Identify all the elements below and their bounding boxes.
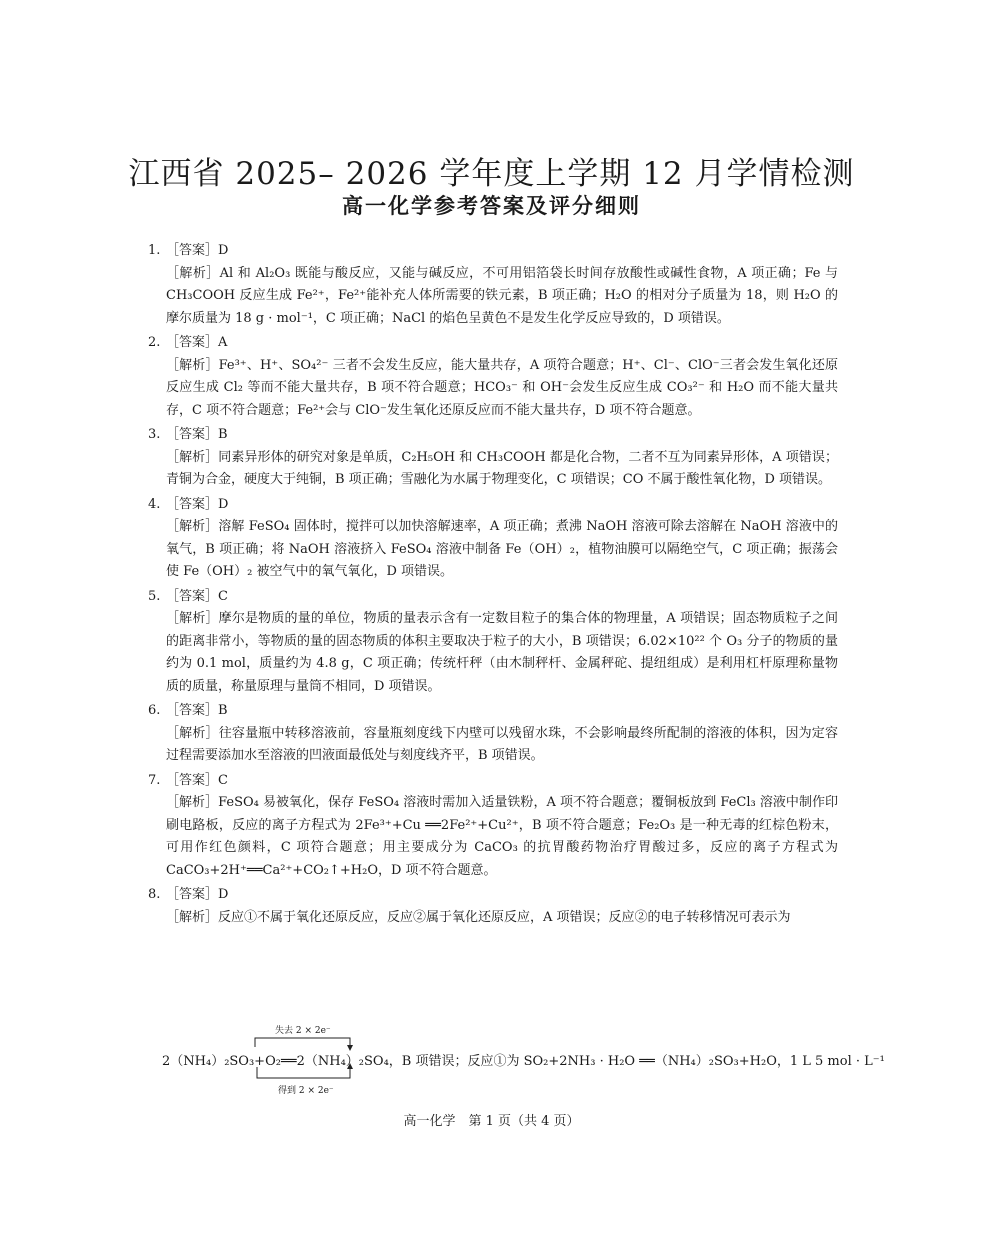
gain-electron-label: 得到 2 × 2e⁻ <box>278 1086 334 1096</box>
question-number: 5. <box>148 588 161 604</box>
answer-text: ［答案］B <box>166 703 228 718</box>
question-item <box>148 494 838 584</box>
question-item <box>148 240 838 330</box>
electron-transfer-diagram <box>160 1020 885 1100</box>
explanation-text: ［解析］往容量瓶中转移溶液前，容量瓶刻度线下内壁可以残留水珠，不会影响最终所配制的溶液的体积，因为定容过程需要添加水至溶液的凹液面最低处与刻度线齐平，B 项错误。 <box>166 725 838 763</box>
explanation-text: ［解析］Al 和 Al₂O₃ 既能与酸反应，又能与碱反应，不可用铝箔袋长时间存放酸性或碱性食物，A 项正确；Fe 与 CH₃COOH 反应生成 Fe²⁺，Fe²⁺能补充人体所需要的铁元素，B 项正确；H₂O 的相对分子质量为 18，则 H₂O 的摩尔质量为 18 g · mol⁻¹，C 项正确；NaCl 的焰色呈黄色不是发生化学反应导致的，D 项错误。 <box>166 265 838 326</box>
lose-electron-bracket <box>255 1038 350 1047</box>
question-number: 3. <box>148 427 161 442</box>
question-item <box>148 700 838 768</box>
question-item <box>148 586 838 699</box>
question-number: 8. <box>148 887 161 902</box>
page-title: 江西省 2025– 2026 学年度上学期 12 月学情检测 <box>128 156 855 192</box>
question-number: 2. <box>148 335 161 350</box>
page-subtitle: 高一化学参考答案及评分细则 <box>342 194 641 218</box>
answer-line <box>148 332 838 355</box>
answer-line <box>148 884 838 907</box>
explanation-text: ［解析］摩尔是物质的量的单位，物质的量表示含有一定数目粒子的集合体的物理量，A 项错误；固态物质粒子之间的距离非常小，等物质的量的固态物质的体积主要取决于粒子的大小，B 项错误；6.02×10²² 个 O₃ 分子的物质的量约为 0.1 mol，质量约为 4.8 g，C 项正确；传统杆秤（由木制秤杆、金属秤砣、提纽组成）是利用杠杆原理称量物质的质量，称量原理与量筒不相同，D 项错误。 <box>166 611 838 694</box>
reaction-formula: 2（NH₄）₂SO₃+O₂══2（NH₄）₂SO₄，B 项错误；反应①为 SO₂+2NH₃ · H₂O ══（NH₄）₂SO₃+H₂O，1 L 5 mol · L⁻¹ <box>162 1054 885 1069</box>
answer-line <box>148 240 838 263</box>
answer-line <box>148 586 838 609</box>
question-item <box>148 884 838 929</box>
answer-line <box>148 494 838 517</box>
answer-text: ［答案］A <box>166 335 228 350</box>
answer-text: ［答案］B <box>166 427 228 442</box>
answer-line <box>148 770 838 793</box>
answer-text: ［答案］C <box>166 588 228 604</box>
question-number: 6. <box>148 703 161 718</box>
answer-line <box>148 700 838 723</box>
question-number: 4. <box>148 496 161 512</box>
lose-electron-label: 失去 2 × 2e⁻ <box>275 1026 331 1036</box>
page-footer: 高一化学 第 1 页（共 4 页） <box>403 1114 580 1129</box>
question-number: 7. <box>148 772 161 788</box>
explanation-text: ［解析］Fe³⁺、H⁺、SO₄²⁻ 三者不会发生反应，能大量共存，A 项符合题意；H⁺、Cl⁻、ClO⁻三者会发生氧化还原反应生成 Cl₂ 等而不能大量共存，B 项不符合题意；HCO₃⁻ 和 OH⁻会发生反应生成 CO₃²⁻ 和 H₂O 而不能大量共存，C 项不符合题意；Fe²⁺会与 ClO⁻发生氧化还原反应而不能大量共存，D 项不符合题意。 <box>166 357 838 418</box>
explanation-text: ［解析］反应①不属于氧化还原反应，反应②属于氧化还原反应，A 项错误；反应②的电子转移情况可表示为 <box>166 909 791 925</box>
answer-line <box>148 424 838 447</box>
answer-text: ［答案］D <box>166 887 229 902</box>
question-number: 1. <box>148 243 161 258</box>
answer-text: ［答案］D <box>166 496 229 512</box>
question-item <box>148 770 838 883</box>
answer-list <box>148 240 838 931</box>
question-item <box>148 332 838 422</box>
explanation-text: ［解析］溶解 FeSO₄ 固体时，搅拌可以加快溶解速率，A 项正确；煮沸 NaOH 溶液可除去溶解在 NaOH 溶液中的氧气，B 项正确；将 NaOH 溶液挤入 FeSO₄ 溶液中制备 Fe（OH）₂，植物油膜可以隔绝空气，C 项正确；振荡会使 Fe（OH）₂ 被空气中的氧气氧化，D 项错误。 <box>166 519 838 579</box>
explanation-text: ［解析］FeSO₄ 易被氧化，保存 FeSO₄ 溶液时需加入适量铁粉，A 项不符合题意；覆铜板放到 FeCl₃ 溶液中制作印刷电路板，反应的离子方程式为 2Fe³⁺+Cu ══2Fe²⁺+Cu²⁺，B 项不符合题意；Fe₂O₃ 是一种无毒的红棕色粉末，可用作红色颜料，C 项符合题意；用主要成分为 CaCO₃ 的抗胃酸药物治疗胃酸过多，反应的离子方程式为 CaCO₃+2H⁺══Ca²⁺+CO₂↑+H₂O，D 项不符合题意。 <box>166 795 838 878</box>
answer-text: ［答案］C <box>166 772 228 788</box>
answer-text: ［答案］D <box>166 243 229 258</box>
question-item <box>148 424 838 492</box>
explanation-text: ［解析］同素异形体的研究对象是单质，C₂H₅OH 和 CH₃COOH 都是化合物，二者不互为同素异形体，A 项错误；青铜为合金，硬度大于纯铜，B 项正确；雪融化为水属于物理变化，C 项错误；CO 不属于酸性氧化物，D 项错误。 <box>166 449 838 487</box>
